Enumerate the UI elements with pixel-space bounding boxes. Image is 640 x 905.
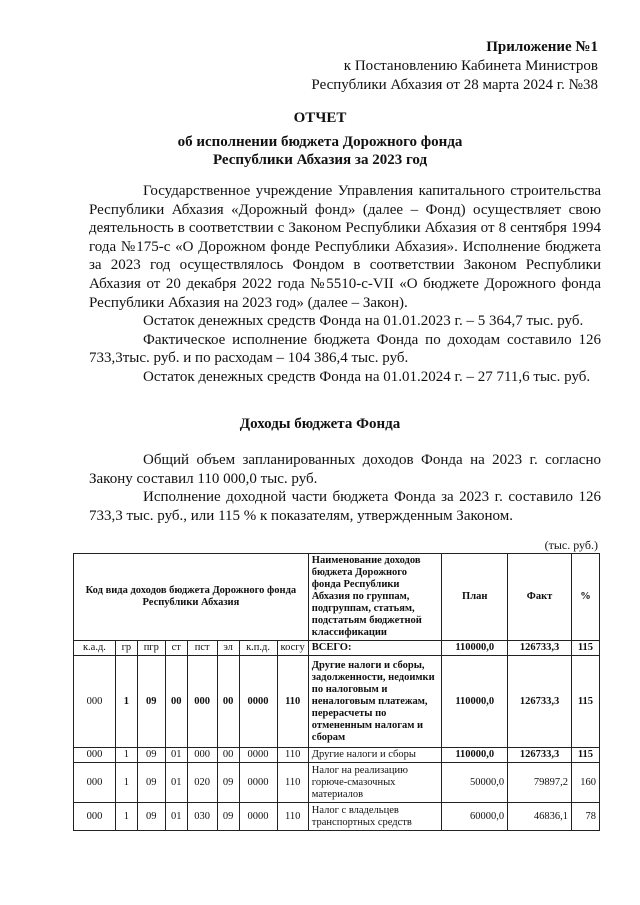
subheader-cell: к.п.д. (239, 641, 277, 656)
code-cell: 020 (187, 763, 217, 803)
report-subtitle-line2: Республики Абхазия за 2023 год (212, 152, 428, 168)
code-cell: 030 (187, 803, 217, 831)
fact-value: 126733,3 (508, 748, 572, 763)
plan-value: 110000,0 (442, 656, 508, 748)
header-fact: Факт (508, 554, 572, 641)
percent-value: 115 (571, 748, 599, 763)
total-label: ВСЕГО: (308, 641, 442, 656)
code-cell: 0000 (239, 763, 277, 803)
code-cell: 000 (187, 656, 217, 748)
code-cell: 01 (165, 763, 187, 803)
code-cell: 09 (137, 803, 165, 831)
code-cell: 0000 (239, 656, 277, 748)
header-name: Наименование доходов бюджета Дорожного фонда Республики Абхазия по группам, подгруппам, статьям, подстатьям бюджетной классификации (308, 554, 442, 641)
code-cell: 1 (115, 763, 137, 803)
code-cell: 1 (115, 803, 137, 831)
header-code-group: Код вида доходов бюджета Дорожного фонда Республики Абхазия (74, 554, 309, 641)
table-row (74, 803, 600, 831)
fact-value: 46836,1 (508, 803, 572, 831)
header-percent: % (571, 554, 599, 641)
income-name: Налог на реализацию горюче-смазочных материалов (308, 763, 442, 803)
fact-value: 79897,2 (508, 763, 572, 803)
percent-value: 115 (571, 656, 599, 748)
code-cell: 00 (217, 748, 239, 763)
subheader-cell: к.а.д. (74, 641, 116, 656)
subheader-cell: косгу (277, 641, 308, 656)
subheader-cell: эл (217, 641, 239, 656)
paragraph: Государственное учреждение Управления капитального строительства Республики Абхазия «Дорожный фонд» (далее – Фонд) осуществляет свою деятельность в соответствии с Законом Республики Абхазия от 8 сентября 1994 года №175-с «О Дорожном фонде Республики Абхазия». Исполнение бюджета за 2023 год осуществлялось Фондом в соответствии Законом Республики Абхазия от 20 декабря 2022 года №5510-с-VII «О бюджете Дорожного фонда Республики Абхазия на 2023 год» (далее – Закон). (89, 183, 601, 311)
percent-value: 78 (571, 803, 599, 831)
paragraph: Фактическое исполнение бюджета Фонда по доходам составило 126 733,3тыс. руб. и по расходам – 104 386,4 тыс. руб. (89, 331, 601, 367)
code-cell: 01 (165, 803, 187, 831)
income-name: Другие налоги и сборы, задолженности, недоимки по налоговым и неналоговым платежам, перерасчеты по отмененным налогам и сборам (308, 656, 442, 748)
section-title: Доходы бюджета Фонда (239, 416, 401, 432)
subheader-cell: гр (115, 641, 137, 656)
total-percent: 115 (571, 641, 599, 656)
income-name: Другие налоги и сборы (308, 748, 442, 763)
header-plan: План (442, 554, 508, 641)
plan-value: 110000,0 (442, 748, 508, 763)
plan-value: 60000,0 (442, 803, 508, 831)
code-cell: 1 (115, 656, 137, 748)
table-row (74, 656, 600, 748)
income-text (89, 451, 601, 525)
code-cell: 0000 (239, 803, 277, 831)
code-cell: 01 (165, 748, 187, 763)
paragraph: Остаток денежных средств Фонда на 01.01.2023 г. – 5 364,7 тыс. руб. (143, 313, 584, 330)
code-cell: 110 (277, 803, 308, 831)
total-fact: 126733,3 (508, 641, 572, 656)
code-cell: 1 (115, 748, 137, 763)
code-cell: 000 (74, 656, 116, 748)
code-cell: 000 (74, 763, 116, 803)
subheader-cell: ст (165, 641, 187, 656)
appendix-date: Республики Абхазия от 28 марта 2024 г. №38 (311, 77, 598, 93)
total-plan: 110000,0 (442, 641, 508, 656)
report-title: ОТЧЕТ (293, 110, 347, 126)
report-subtitle-line1: об исполнении бюджета Дорожного фонда (177, 134, 463, 150)
appendix-header (311, 38, 598, 95)
code-cell: 000 (187, 748, 217, 763)
table-row (74, 763, 600, 803)
plan-value: 50000,0 (442, 763, 508, 803)
paragraph: Общий объем запланированных доходов Фонда на 2023 г. согласно Закону составил 110 000,0 тыс. руб. (89, 452, 601, 487)
appendix-number: Приложение №1 (486, 39, 598, 55)
code-cell: 09 (217, 803, 239, 831)
income-name: Налог с владельцев транспортных средств (308, 803, 442, 831)
code-cell: 00 (165, 656, 187, 748)
code-cell: 09 (137, 748, 165, 763)
code-cell: 09 (137, 763, 165, 803)
intro-text (89, 182, 601, 387)
code-cell: 00 (217, 656, 239, 748)
code-cell: 09 (217, 763, 239, 803)
percent-value: 160 (571, 763, 599, 803)
code-cell: 000 (74, 748, 116, 763)
subheader-cell: пгр (137, 641, 165, 656)
appendix-reference: к Постановлению Кабинета Министров (343, 58, 598, 74)
paragraph: Исполнение доходной части бюджета Фонда за 2023 г. составило 126 733,3 тыс. руб., или 115 % к показателям, утвержденным Законом. (89, 489, 601, 524)
code-cell: 110 (277, 748, 308, 763)
table-row (74, 748, 600, 763)
report-subtitle (0, 133, 640, 169)
paragraph: Остаток денежных средств Фонда на 01.01.2024 г. – 27 711,6 тыс. руб. (143, 368, 591, 385)
code-cell: 110 (277, 656, 308, 748)
fact-value: 126733,3 (508, 656, 572, 748)
code-cell: 0000 (239, 748, 277, 763)
code-cell: 110 (277, 763, 308, 803)
code-cell: 000 (74, 803, 116, 831)
subheader-cell: пст (187, 641, 217, 656)
budget-table (73, 553, 600, 831)
table-unit: (тыс. руб.) (544, 538, 598, 552)
code-cell: 09 (137, 656, 165, 748)
